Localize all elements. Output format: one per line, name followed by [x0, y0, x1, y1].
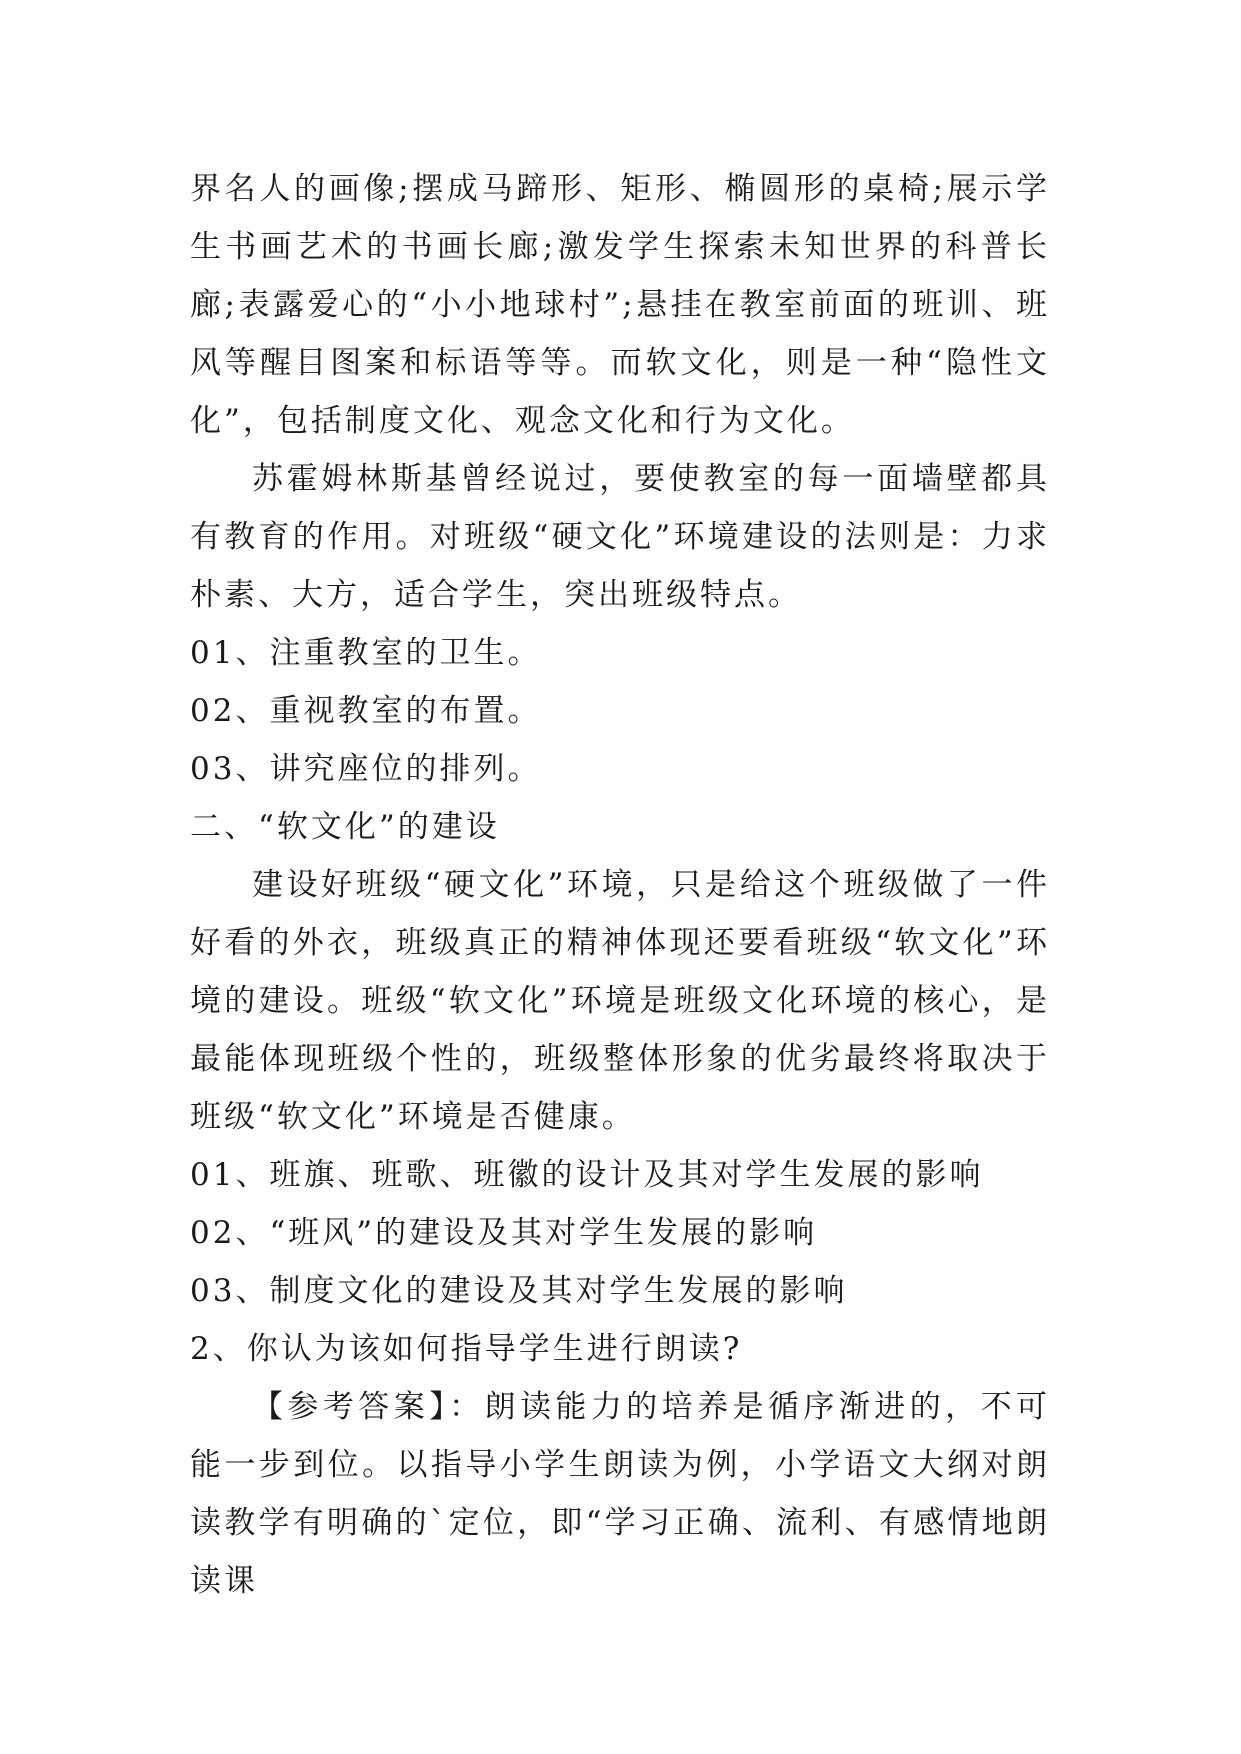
paragraph-reference-answer: 【参考答案】：朗读能力的培养是循序渐进的，不可能一步到位。以指导小学生朗读为例，小学语文大纲对朗读教学有明确的`定位，即“学习正确、流利、有感情地朗读课	[190, 1389, 1050, 1599]
list-item-classroom-layout: 02、重视教室的布置。	[190, 693, 542, 729]
list-item-class-spirit: 02、“班风”的建设及其对学生发展的影响	[190, 1215, 818, 1251]
document-body	[190, 160, 1050, 1610]
list-item-system-culture: 03、制度文化的建设及其对学生发展的影响	[190, 1273, 848, 1309]
list-item-class-flag-song-emblem: 01、班旗、班歌、班徽的设计及其对学生发展的影响	[190, 1157, 984, 1193]
list-item-classroom-hygiene: 01、注重教室的卫生。	[190, 635, 542, 671]
paragraph-sukhomlinsky-quote: 苏霍姆林斯基曾经说过，要使教室的每一面墙壁都具有教育的作用。对班级“硬文化”环境建设的法则是：力求朴素、大方，适合学生，突出班级特点。	[190, 461, 1050, 613]
section-heading-soft-culture: 二、“软文化”的建设	[190, 809, 500, 845]
paragraph-soft-culture: 建设好班级“硬文化”环境，只是给这个班级做了一件好看的外衣，班级真正的精神体现还要看班级“软文化”环境的建设。班级“软文化”环境是班级文化环境的核心，是最能体现班级个性的，班级整体形象的优劣最终将取决于班级“软文化”环境是否健康。	[190, 867, 1050, 1135]
question-reading-guidance: 2、你认为该如何指导学生进行朗读?	[190, 1331, 743, 1367]
paragraph-continuation: 界名人的画像;摆成马蹄形、矩形、椭圆形的桌椅;展示学生书画艺术的书画长廊;激发学生探索未知世界的科普长廊;表露爱心的“小小地球村”;悬挂在教室前面的班训、班风等醒目图案和标语等等。而软文化，则是一种“隐性文化”，包括制度文化、观念文化和行为文化。	[190, 171, 1050, 439]
list-item-seat-arrangement: 03、讲究座位的排列。	[190, 751, 542, 787]
